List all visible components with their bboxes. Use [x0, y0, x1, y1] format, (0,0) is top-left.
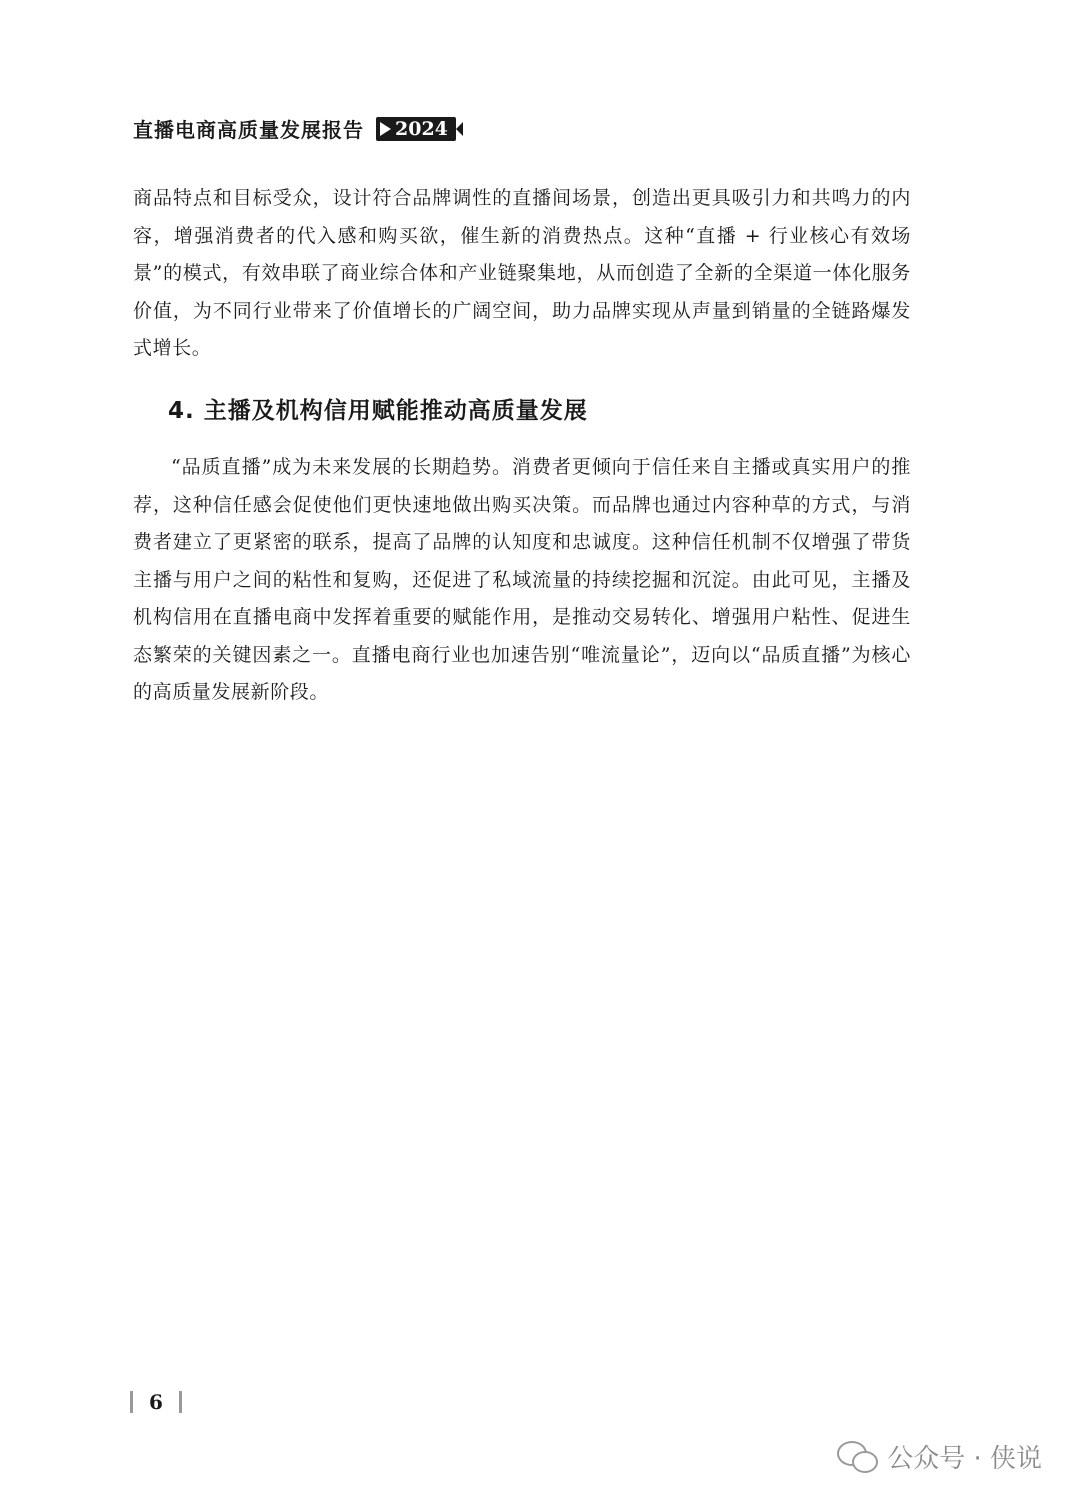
- year-badge: [376, 117, 456, 141]
- page-footer: [130, 1390, 182, 1414]
- page-header: [133, 114, 456, 143]
- page-number: 6: [149, 1390, 163, 1414]
- paragraph-quality-live: “品质直播”成为未来发展的长期趋势。消费者更倾向于信任来自主播或真实用户的推荐，这种信任感会促使他们更快速地做出购买决策。而品牌也通过内容种草的方式，与消费者建立了更紧密的联系，提高了品牌的认知度和忠诚度。这种信任机制不仅增强了带货主播与用户之间的粘性和复购，还促进了私域流量的持续挖掘和沉淀。由此可见，主播及机构信用在直播电商中发挥着重要的赋能作用，是推动交易转化、增强用户粘性、促进生态繁荣的关键因素之一。直播电商行业也加速告别“唯流量论”，迈向以“品质直播”为核心的高质量发展新阶段。: [133, 456, 911, 703]
- watermark: [837, 1438, 1042, 1475]
- wechat-icon: [837, 1441, 877, 1473]
- section-heading: 4. 主播及机构信用赋能推动高质量发展: [168, 398, 588, 424]
- report-title: 直播电商高质量发展报告: [133, 118, 364, 142]
- divider-left: [130, 1391, 133, 1413]
- year-label: 2024: [395, 117, 448, 140]
- play-icon: [380, 122, 391, 136]
- watermark-text: 公众号 · 侠说: [887, 1444, 1042, 1474]
- paragraph-continued: 商品特点和目标受众，设计符合品牌调性的直播间场景，创造出更具吸引力和共鸣力的内容，增强消费者的代入感和购买欲，催生新的消费热点。这种“直播 + 行业核心有效场景”的模式，有效串联了商业综合体和产业链聚集地，从而创造了全新的全渠道一体化服务价值，为不同行业带来了价值增长的广阔空间，助力品牌实现从声量到销量的全链路爆发式增长。: [133, 187, 911, 359]
- divider-right: [179, 1391, 182, 1413]
- camera-tail-icon: [456, 122, 463, 136]
